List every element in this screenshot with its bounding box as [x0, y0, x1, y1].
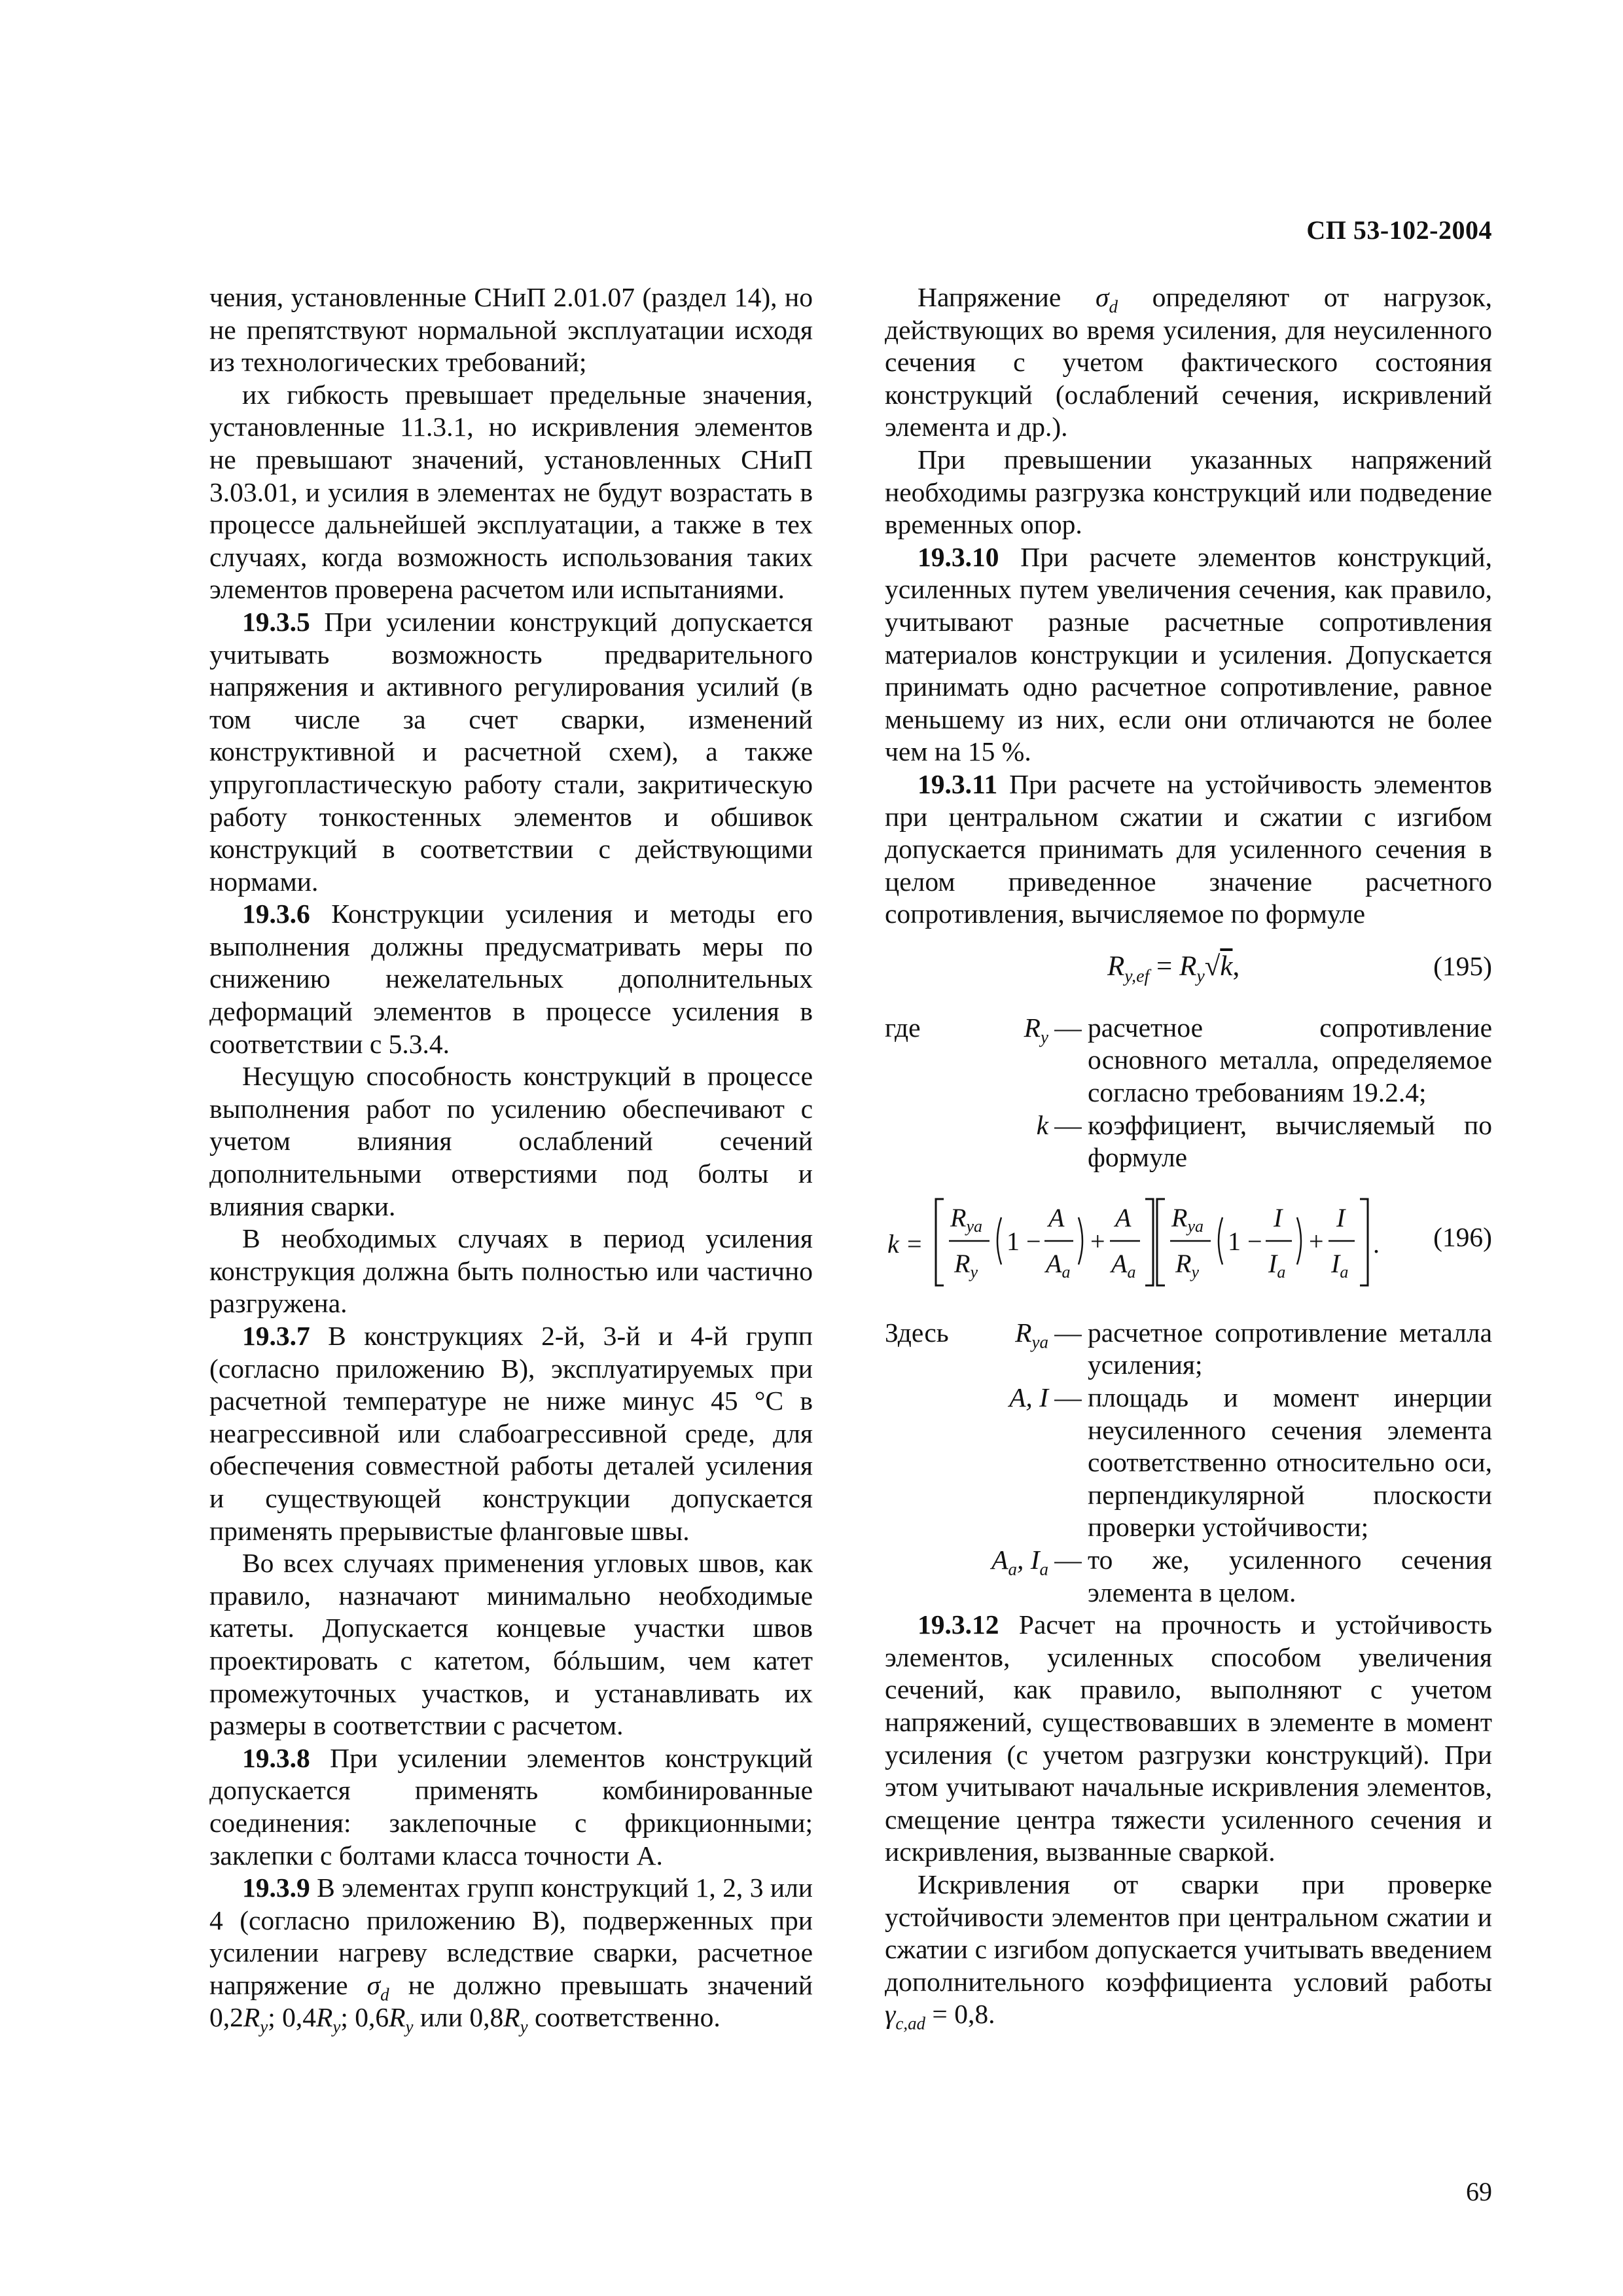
r-symbol: R: [243, 2002, 260, 2033]
r-symbol: R: [503, 2002, 520, 2033]
clause-text: не должно превышать значений 0,2: [209, 1969, 813, 2033]
svg-text:1 −: 1 −: [1007, 1226, 1041, 1256]
svg-text:Rya: $R_{ya}$: [950, 1202, 982, 1236]
page-number: 69: [1466, 2177, 1492, 2206]
paragraph-19-3-6: [209, 898, 813, 1060]
subscript: y: [332, 2017, 341, 2037]
clause-text: Конструкции усиления и методы его выполнения должны предусматривать меры по снижению нежелательных дополнительных деформаций элементов в процессе усиления в соответствии с 5.3.4.: [209, 899, 813, 1059]
paragraph-19-3-7: [209, 1320, 813, 1547]
definition-text: расчетное сопротивление основного металла, определяемое согласно требованиям 19.2.4;: [1088, 1012, 1492, 1108]
definition-text: площадь и момент инерции неусиленного сечения элемента соответственно относительно оси, перпендикулярной плоскости проверки устойчивости;: [1088, 1382, 1492, 1543]
svg-text:Rya: $R_{ya}$: [1171, 1202, 1204, 1236]
text: = 0,8.: [925, 1999, 995, 2030]
clause-text: При усилении элементов конструкций допускается применять комбинированные соединения: заклепочные с фрикционными; заклепки с болтами класса точности А.: [209, 1742, 813, 1871]
svg-text:Aa: $A_a$: [1046, 1248, 1071, 1282]
subscript: c,ad: [895, 2013, 926, 2034]
paragraph: При превышении указанных напряжений необходимы разгрузка конструкций или подведение временных опор.: [885, 444, 1492, 540]
paragraph: чения, установленные СНиП 2.01.07 (раздел 14), но не препятствуют нормальной эксплуатации исходя из технологических требований;: [209, 282, 813, 378]
clause-text: В элементах групп конструкций 1, 2, 3 или 4 (согласно приложению В), подверженных при усилении нагреву вследствие сварки, расчетное напряжение: [209, 1873, 813, 2000]
subscript: y,ef: [1124, 965, 1150, 986]
clause-number: 19.3.10: [918, 541, 999, 572]
r-symbol: R: [316, 2002, 333, 2033]
definition-row: [885, 1109, 1492, 1174]
definition-symbol: $R_y$: [1024, 1012, 1048, 1047]
clause-number: 19.3.7: [242, 1321, 310, 1351]
paragraph-19-3-11: [885, 768, 1492, 931]
formula-number: (195): [1433, 950, 1492, 981]
paragraph: [885, 1869, 1492, 2034]
paragraph: их гибкость превышает предельные значения, установленные 11.3.1, но искривления элементов не превышают значений, установленных СНиП 3.03.01, и усилия в элементах не будут возрастать в процессе дальнейшей эксплуатации, а также в тех случаях, когда возможность использования таких элементов проверена расчетом или испытаниями.: [209, 379, 813, 605]
definitions-195: [885, 1012, 1492, 1174]
text: определяют от нагрузок, действующих во время усиления, для неусиленного сечения с учетом фактического состояния конструкций (ослаблений сечения, искривлений элемента и др.).: [885, 282, 1492, 442]
paragraph: Несущую способность конструкций в процессе выполнения работ по усилению обеспечивают с учетом влияния ослаблений сечений дополнительными отверстиями под болты и влияния сварки.: [209, 1061, 813, 1221]
dash: —: [1054, 1012, 1082, 1043]
clause-number: 19.3.8: [242, 1742, 310, 1773]
definition-symbol: $A_a$, $I_a$: [991, 1545, 1048, 1579]
text: Напряжение: [918, 282, 1096, 312]
subscript: d: [1109, 296, 1118, 317]
gamma-symbol: γ: [885, 1999, 896, 2030]
svg-text:Ia: $I_a$: [1331, 1248, 1349, 1282]
paragraph: В необходимых случаях в период усиления конструкция должна быть полностью или частично разгружена.: [209, 1223, 813, 1319]
definition-row: [885, 1012, 1492, 1109]
clause-text: ; 0,4: [268, 2002, 316, 2033]
svg-text:+: +: [1090, 1226, 1105, 1256]
paragraph-19-3-8: [209, 1742, 813, 1872]
clause-number: 19.3.6: [242, 899, 310, 929]
paragraph-19-3-9: [209, 1872, 813, 2037]
svg-text:1 −: 1 −: [1228, 1226, 1262, 1256]
definition-row: [885, 1317, 1492, 1382]
formula-195: [885, 944, 1492, 1000]
subscript: y: [405, 2017, 414, 2037]
clause-text: ; 0,6: [340, 2002, 389, 2033]
dash: —: [1054, 1317, 1082, 1348]
sigma-symbol: σ: [1096, 282, 1109, 312]
clause-text: Расчет на прочность и устойчивость элементов, усиленных способом увеличения сечений, как правило, выполняют с учетом напряжений, существовавших в элементе в момент усиления (с учетом разгрузки конструкций). При этом учитывают начальные искривления элементов, смещение центра тяжести усиленного сечения и искривления, вызванные сваркой.: [885, 1609, 1492, 1867]
definition-text: то же, усиленного сечения элемента в целом.: [1088, 1545, 1492, 1607]
svg-text:I: I: [1336, 1202, 1346, 1232]
paragraph-19-3-5: [209, 606, 813, 898]
left-column: [209, 281, 813, 2037]
svg-text:Aa: $A_a$: [1111, 1248, 1136, 1282]
text: Искривления от сварки при проверке устойчивости элементов при центральном сжатии и сжатии с изгибом допускается учитывать введением дополнительного коэффициента условий работы: [885, 1869, 1492, 1997]
here-label: Здесь: [885, 1317, 949, 1348]
clause-text: При усилении конструкций допускается учитывать возможность предварительного напряжения и активного регулирования усилий (в том числе за счет сварки, изменений конструктивной и расчетной схем), а также упругопластическую работу стали, закритическую работу тонкостенных элементов и обшивок конструкций в соответствии с действующими нормами.: [209, 606, 813, 897]
svg-text:I: I: [1274, 1202, 1283, 1232]
paragraph-19-3-10: [885, 541, 1492, 768]
document-code: СП 53-102-2004: [1306, 215, 1492, 245]
definition-symbol: k: [1036, 1109, 1048, 1140]
svg-text:A: A: [1048, 1202, 1065, 1232]
definition-row: [885, 1544, 1492, 1609]
clause-text: При расчете элементов конструкций, усиленных путем увеличения сечения, как правило, учитывают разные расчетные сопротивления материалов конструкции и усиления. Допускается принимать одно расчетное сопротивление, равное меньшему из них, если они отличаются не более чем на 15 %.: [885, 541, 1492, 767]
subscript: d: [380, 1984, 389, 2005]
subscript: y: [520, 2017, 528, 2037]
formula-196: [885, 1187, 1492, 1297]
definition-symbol: $R_{ya}$: [1015, 1317, 1048, 1352]
svg-text:Ry: $R_y$: [1175, 1248, 1199, 1282]
svg-text:A: A: [1115, 1202, 1132, 1232]
svg-text:+: +: [1309, 1226, 1324, 1256]
dash: —: [1054, 1382, 1082, 1413]
dash: —: [1054, 1109, 1082, 1140]
subscript: y: [260, 2017, 268, 2037]
clause-text: соответственно.: [527, 2002, 721, 2033]
r-symbol: R: [389, 2002, 406, 2033]
svg-text:k: k: [887, 1229, 899, 1259]
paragraph: Во всех случаях применения угловых швов, как правило, назначают минимально необходимые катеты. Допускается концевые участки швов проектировать с катетом, бóльшим, чем катет промежуточных участков, и устанавливать их размеры в соответствии с расчетом.: [209, 1548, 813, 1741]
clause-text: или 0,8: [413, 2002, 504, 2033]
formula-195-expression: $R_{y,ef} = R_y√k$,: [1107, 950, 1240, 986]
definition-row: [885, 1382, 1492, 1544]
definition-text: расчетное сопротивление металла усиления;: [1088, 1317, 1492, 1380]
definition-text: коэффициент, вычисляемый по формуле: [1088, 1109, 1492, 1173]
formula-196-graphic: [885, 1187, 1421, 1297]
clause-text: В конструкциях 2-й, 3-й и 4-й групп (согласно приложению В), эксплуатируемых при расчетной температуре не ниже минус 45 °С в неагрессивной или слабоагрессивной среде, для обеспечения совместной работы деталей усиления и существующей конструкции допускается применять прерывистые фланговые швы.: [209, 1321, 813, 1546]
definition-symbol: A, I: [1009, 1382, 1048, 1413]
svg-text:=: =: [907, 1229, 922, 1259]
definitions-196: [885, 1317, 1492, 1609]
right-column: [885, 281, 1492, 2034]
paragraph-19-3-12: [885, 1609, 1492, 1869]
paragraph: [885, 281, 1492, 444]
svg-text:Ia: $I_a$: [1268, 1248, 1286, 1282]
clause-number: 19.3.9: [242, 1873, 310, 1903]
where-label: где: [885, 1012, 921, 1043]
clause-number: 19.3.12: [918, 1609, 999, 1640]
clause-text: При расчете на устойчивость элементов при центральном сжатии и сжатии с изгибом допускается принимать для усиленного сечения в целом приведенное значение расчетного сопротивления, вычисляемое по формуле: [885, 768, 1492, 929]
svg-text:.: .: [1373, 1229, 1380, 1259]
clause-number: 19.3.5: [242, 606, 310, 637]
sigma-symbol: σ: [366, 1969, 381, 2000]
clause-number: 19.3.11: [918, 768, 998, 799]
dash: —: [1054, 1545, 1082, 1575]
formula-number: (196): [1433, 1221, 1492, 1252]
svg-text:Ry: $R_y$: [954, 1248, 978, 1282]
